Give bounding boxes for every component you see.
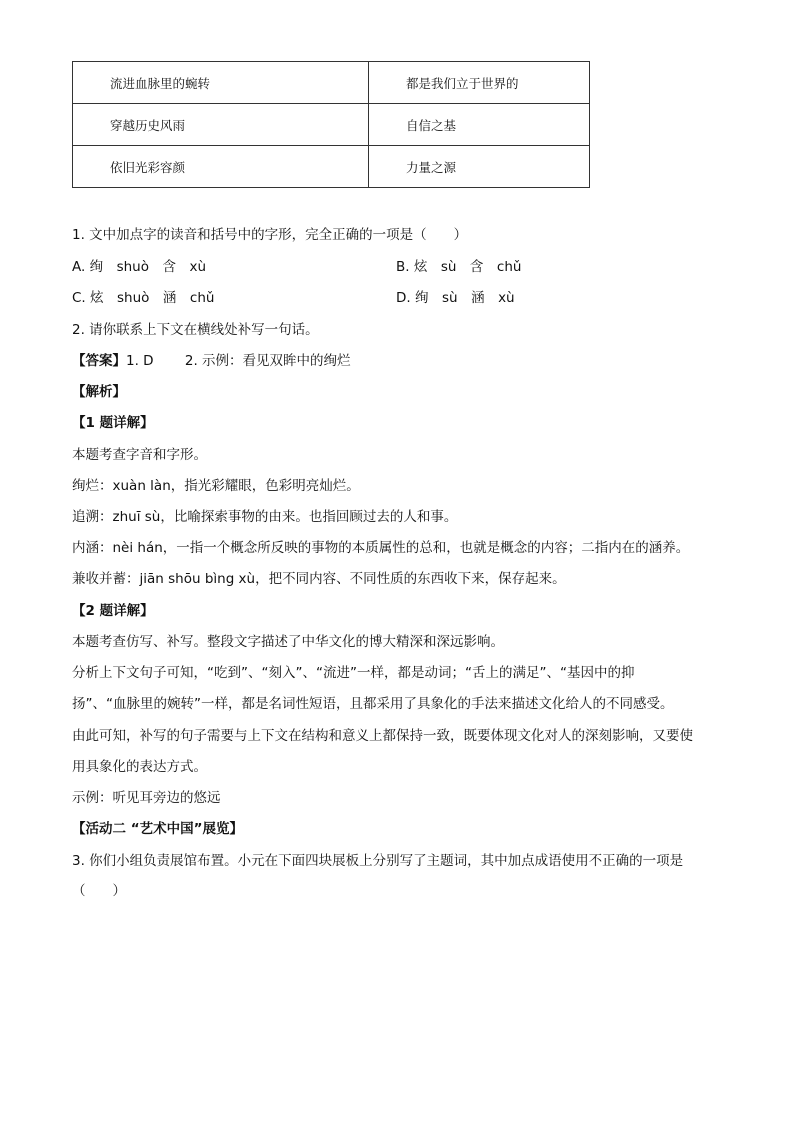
detail-2-line: 本题考查仿写、补写。整段文字描述了中华文化的博大精深和深远影响。 [72,634,504,650]
table-cell: 力量之源 [369,146,590,188]
detail-2-line: 由此可知，补写的句子需要与上下文在结构和意义上都保持一致，既要体现文化对人的深刻影响，又要使 [72,728,693,744]
answer-text: 1. D 2. 示例：看见双眸中的绚烂 [126,353,351,369]
question-3-bracket: （ ） [72,883,126,899]
detail-2-line: 用具象化的表达方式。 [72,759,207,775]
detail-2-line: 分析上下文句子可知，“吃到”、“刻入”、“流进”一样，都是动词；“舌上的满足”、“基因中的抑 [72,665,635,681]
detail-2-label: 【2 题详解】 [72,603,154,619]
option-a: A. 绚 shuò 含 xù [72,259,207,275]
detail-2-line: 扬”、“血脉里的婉转”一样，都是名词性短语，且都采用了具象化的手法来描述文化给人的不同感受。 [72,696,674,712]
question-3-stem: 3. 你们小组负责展馆布置。小元在下面四块展板上分别写了主题词，其中加点成语使用不正确的一项是 [72,853,684,869]
answer-label: 【答案】 [72,353,126,369]
answer-line [72,352,351,370]
detail-1-line: 绚烂：xuàn làn，指光彩耀眼，色彩明亮灿烂。 [72,478,360,494]
question-1-stem: 1. 文中加点字的读音和括号中的字形，完全正确的一项是（ ） [72,227,468,243]
detail-1-line: 内涵：nèi hán，一指一个概念所反映的事物的本质属性的总和，也就是概念的内容；二指内在的涵养。 [72,540,690,556]
detail-1-line: 兼收并蓄：jiān shōu bìng xù，把不同内容、不同性质的东西收下来，保存起来。 [72,571,566,587]
analysis-label: 【解析】 [72,384,126,400]
table-cell: 穿越历史风雨 [73,104,369,146]
table-cell: 流进血脉里的蜿转 [73,62,369,104]
table-row [73,146,590,188]
detail-1-label: 【1 题详解】 [72,415,154,431]
question-2-stem: 2. 请你联系上下文在横线处补写一句话。 [72,322,319,338]
option-d: D. 绚 sù 涵 xù [396,290,515,306]
option-b: B. 炫 sù 含 chǔ [396,259,522,275]
option-c: C. 炫 shuò 涵 chǔ [72,290,215,306]
table-row [73,104,590,146]
table-cell: 依旧光彩容颜 [73,146,369,188]
activity-2-heading: 【活动二 “艺术中国”展览】 [72,821,243,837]
detail-1-line: 追溯：zhuī sù，比喻探索事物的由来。也指回顾过去的人和事。 [72,509,458,525]
detail-1-line: 本题考查字音和字形。 [72,447,207,463]
poem-table [72,61,590,188]
detail-2-line: 示例：听见耳旁边的悠远 [72,790,221,806]
table-row [73,62,590,104]
table-cell: 都是我们立于世界的 [369,62,590,104]
table-cell: 自信之基 [369,104,590,146]
